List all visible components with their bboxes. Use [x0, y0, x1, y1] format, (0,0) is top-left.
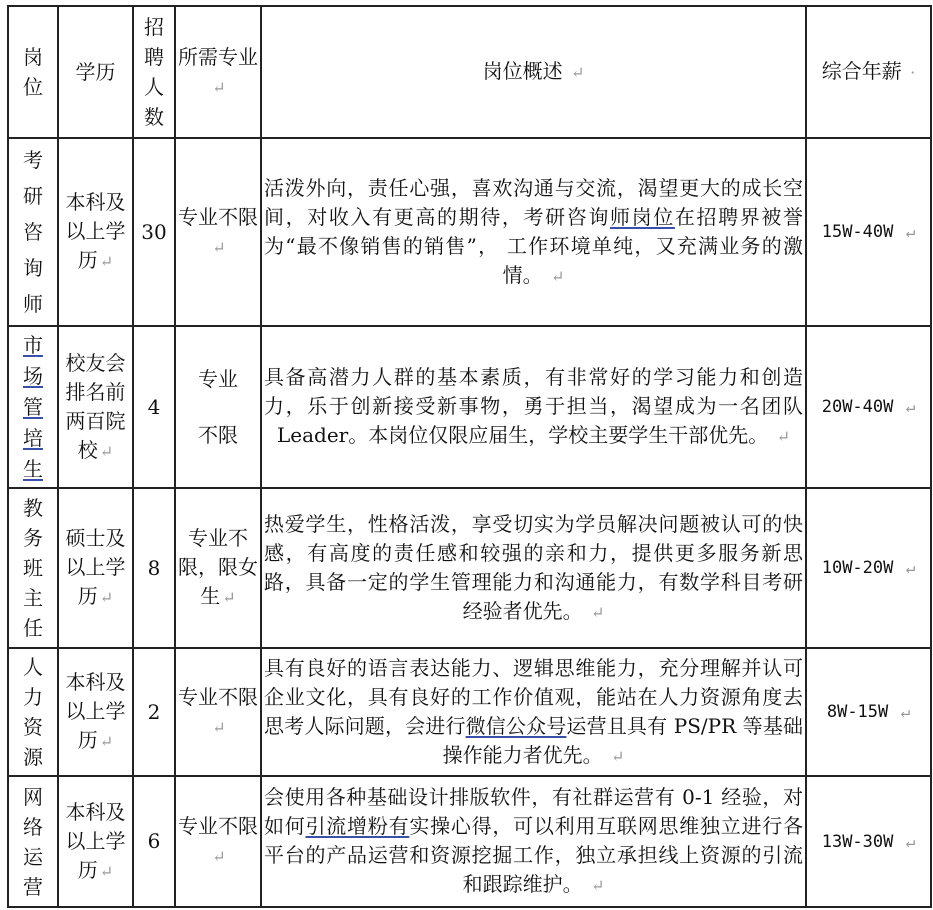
position-cell: 考研咨询师 [8, 138, 58, 326]
salary-cell: 20W-40W ↵ [806, 326, 931, 488]
description-cell: 热爱学生，性格活泼，享受切实为学员解决问题被认可的快感，有高度的责任感和较强的亲和力，提供更多服务新思路，具备一定的学生管理能力和沟通能力，有数学科目考研经验者优先。 ↵ [261, 488, 806, 648]
major-cell: 专业不限，限女生 ↵ [175, 488, 261, 648]
position-cell: 网络运营 [8, 776, 58, 907]
major-cell: 专业 不限 [175, 326, 261, 488]
header-headcount: 招聘人数 [133, 6, 175, 138]
inline-link-text: 微信公众号 [465, 713, 567, 738]
job-table [7, 5, 932, 908]
education-cell: 校友会排名前两百院校 ↵ [58, 326, 133, 488]
education-cell: 本科及以上学历 ↵ [58, 776, 133, 907]
table-row [8, 488, 931, 648]
major-cell: 专业不限↵ [175, 648, 261, 776]
header-major: 所需专业↵ [175, 6, 261, 138]
header-row [8, 6, 931, 138]
header-salary: 综合年薪 · [806, 6, 931, 138]
header-position: 岗位 [8, 6, 58, 138]
headcount-cell: 2 [133, 648, 175, 776]
headcount-cell: 30 [133, 138, 175, 326]
description-cell: 具有良好的语言表达能力、逻辑思维能力，充分理解并认可企业文化，具有良好的工作价值观，能站在人力资源角度去思考人际问题，会进行微信公众号运营且具有 PS/PR 等基础操作能力者优先。 ↵ [261, 648, 806, 776]
education-cell: 本科及以上学历 ↵ [58, 138, 133, 326]
description-cell: 具备高潜力人群的基本素质，有非常好的学习能力和创造力，乐于创新接受新事物，勇于担当，渴望成为一名团队 Leader。本岗位仅限应届生，学校主要学生干部优先。 ↵ [261, 326, 806, 488]
header-education: 学历 [58, 6, 133, 138]
headcount-cell: 8 [133, 488, 175, 648]
table-row [8, 326, 931, 488]
salary-cell: 10W-20W ↵ [806, 488, 931, 648]
headcount-cell: 4 [133, 326, 175, 488]
education-cell: 本科及以上学历 ↵ [58, 648, 133, 776]
inline-link-text: 引流增粉有 [305, 814, 410, 838]
table-row [8, 648, 931, 776]
headcount-cell: 6 [133, 776, 175, 907]
salary-cell: 15W-40W ↵ [806, 138, 931, 326]
major-cell: 专业不限↵ [175, 138, 261, 326]
salary-cell: 13W-30W ↵ [806, 776, 931, 907]
description-cell: 活泼外向，责任心强，喜欢沟通与交流，渴望更大的成长空间，对收入有更高的期待，考研咨询师岗位在招聘界被誉为“最不像销售的销售”， 工作环境单纯，又充满业务的激情。 ↵ [261, 138, 806, 326]
description-cell: 会使用各种基础设计排版软件，有社群运营有 0-1 经验，对如何引流增粉有实操心得，可以利用互联网思维独立进行各平台的产品运营和资源挖掘工作，独立承担线上资源的引流和跟踪维护。 ↵ [261, 776, 806, 907]
position-cell: 市场管培生 [8, 326, 58, 488]
education-cell: 硕士及以上学历 ↵ [58, 488, 133, 648]
position-cell: 教务班主任 [8, 488, 58, 648]
header-description: 岗位概述 ↵ [261, 6, 806, 138]
table-row [8, 138, 931, 326]
major-cell: 专业不限↵ [175, 776, 261, 907]
inline-link-text: 师岗位 [610, 204, 675, 229]
salary-cell: 8W-15W ↵ [806, 648, 931, 776]
position-cell: 人力资源 [8, 648, 58, 776]
table-row [8, 776, 931, 907]
